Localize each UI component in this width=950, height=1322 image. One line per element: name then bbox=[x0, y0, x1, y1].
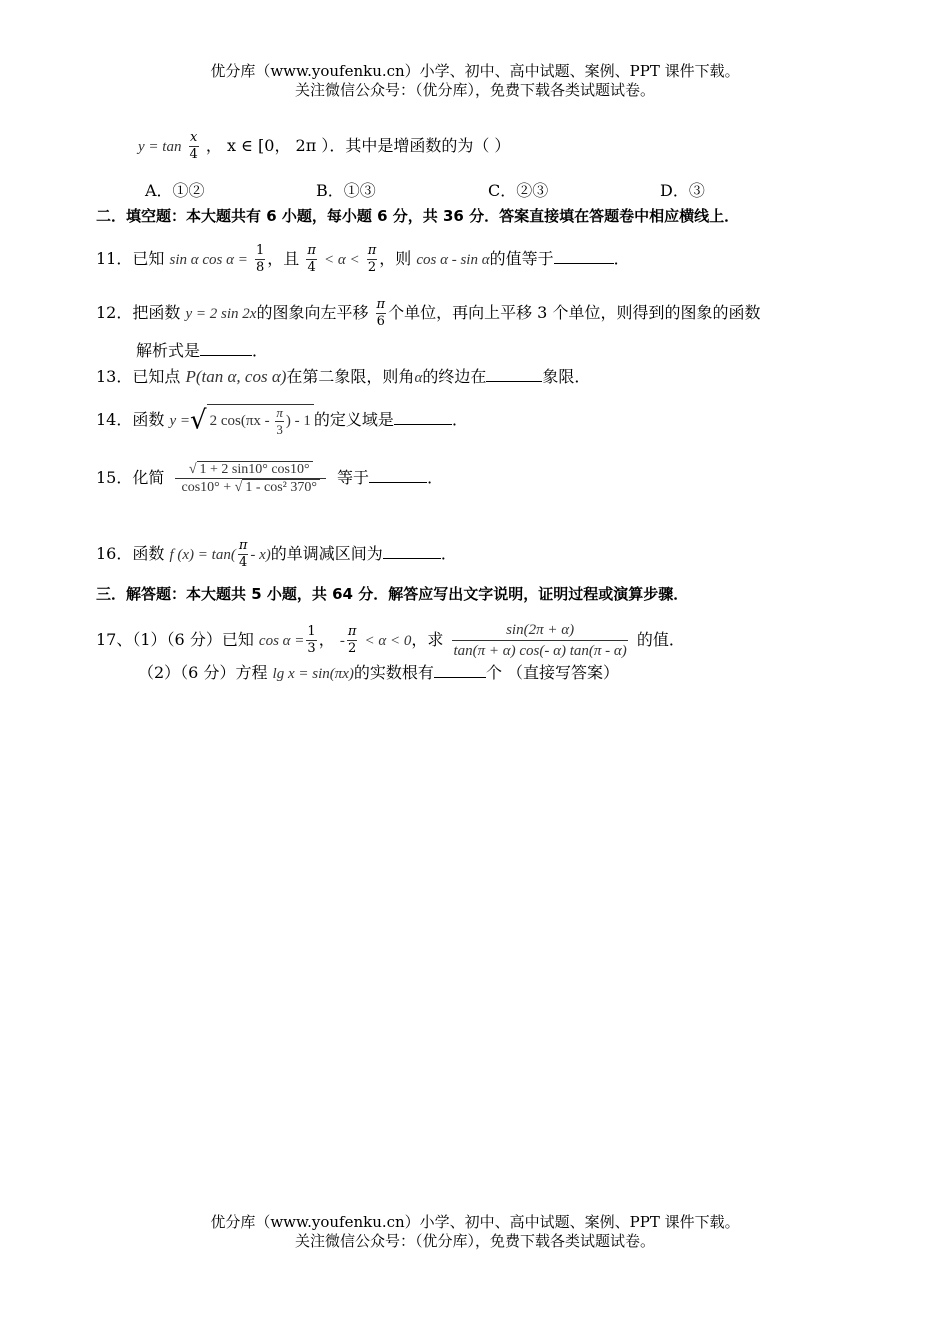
q14: 14．函数 y =√ 2 cos(πx - $\frac{\pi}{3}$ ) - 1 的定义域是 ． bbox=[96, 405, 468, 437]
q16-answer-blank bbox=[383, 542, 441, 559]
q17-answer-blank bbox=[434, 661, 486, 678]
q12-line-2: 解析式是 ． bbox=[136, 341, 269, 360]
q17-part-1: 17、（1）（6 分）已知 cos α = $\frac{1}{3}$ ， - $\frac{\pi}{2}$ < α < 0，求 $\frac{\sin(2\pi + \alpha)}{\tan(\pi + \alpha) \cos(- \alpha) \tan(\pi - \alpha)}$ 的值． bbox=[96, 622, 685, 659]
q11-answer-blank bbox=[554, 247, 614, 264]
q10-option-b: B．①③ bbox=[316, 181, 376, 200]
q10-stem bbox=[138, 130, 510, 163]
q10-option-a: A．①② bbox=[145, 181, 205, 200]
q10-option-c: C．②③ bbox=[488, 181, 549, 200]
q10-domain: ， x ∈ [0， 2π ）．其中是增函数的为（ ） bbox=[205, 136, 511, 155]
q13: 13．已知点 P(tan α, cos α)在第二象限，则角α的终边在 象限． bbox=[96, 367, 591, 386]
section-2-heading: 二．填空题：本大题共有 6 小题，每小题 6 分，共 36 分．答案直接填在答题卷中相应横线上． bbox=[96, 207, 740, 225]
q14-answer-blank bbox=[394, 408, 452, 425]
section-3-heading: 三．解答题：本大题共 5 小题，共 64 分．解答应写出文字说明，证明过程或演算步骤． bbox=[96, 585, 689, 603]
q13-answer-blank bbox=[486, 365, 542, 382]
q15-answer-blank bbox=[369, 466, 427, 483]
q10-func: y = tan bbox=[138, 139, 182, 155]
q11: 11．已知 sin α cos α = $\frac{1}{8}$ ，且 $\frac{\pi}{4}$ < α < $\frac{\pi}{2}$ ，则 cos α - sin α的值等于 ． bbox=[96, 243, 630, 275]
q10-fraction: $\frac{x}{4}$ bbox=[189, 130, 198, 162]
q12-answer-blank bbox=[200, 339, 252, 356]
header-line-1: 优分库（www.youfenku.cn）小学、初中、高中试题、案例、PPT 课件下载。 bbox=[210, 62, 740, 80]
footer-line-2: 关注微信公众号：（优分库），免费下载各类试题试卷。 bbox=[294, 1232, 655, 1250]
footer-line-1: 优分库（www.youfenku.cn）小学、初中、高中试题、案例、PPT 课件下载。 bbox=[210, 1213, 740, 1231]
q16: 16．函数 f (x) = tan( $\frac{\pi}{4}$ - x)的单调减区间为 ． bbox=[96, 538, 457, 570]
header-line-2: 关注微信公众号：（优分库），免费下载各类试题试卷。 bbox=[294, 81, 655, 99]
q10-option-d: D．③ bbox=[660, 181, 705, 200]
q12: 12．把函数 y = 2 sin 2x的图象向左平移 $\frac{\pi}{6}$ 个单位，再向上平移 3 个单位，则得到的图象的函数 bbox=[96, 297, 761, 329]
q17-part-2: （2）（6 分）方程 lg x = sin(πx)的实数根有 个 （直接写答案） bbox=[138, 663, 620, 682]
q15: 15．化简 $\frac{√ 1 + 2 \sin 10^\circ \cos 10^\circ}{\text{cos10° + √ 1 - cos² 370°}}$ 等于 ． bbox=[96, 462, 444, 495]
